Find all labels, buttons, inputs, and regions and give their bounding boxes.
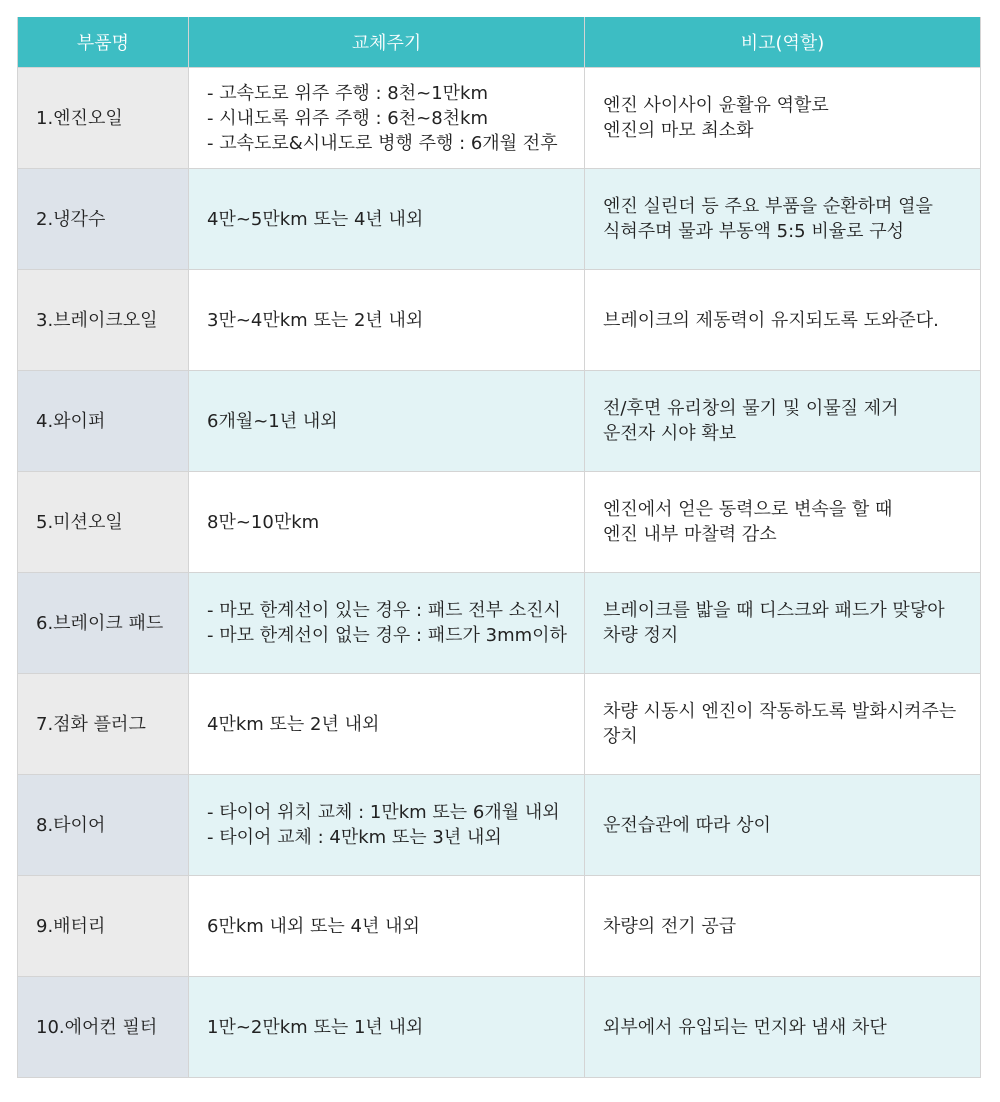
header-part-name: 부품명	[18, 17, 189, 68]
replacement-cycle-cell	[189, 775, 585, 876]
table-row	[18, 270, 981, 371]
note-role-line: 엔진 실린더 등 주요 부품을 순환하며 열을	[603, 196, 933, 217]
note-role-line: 운전자 시야 확보	[603, 423, 737, 444]
replacement-cycle-cell	[189, 977, 585, 1078]
note-role-cell	[585, 674, 981, 775]
note-role-line: 차량 정지	[603, 625, 679, 646]
note-role-line: 브레이크의 제동력이 유지되도록 도와준다.	[603, 309, 939, 331]
replacement-cycle-line: 6만km 내외 또는 4년 내외	[207, 915, 420, 937]
replacement-cycle-line: - 마모 한계선이 있는 경우 : 패드 전부 소진시	[207, 600, 561, 621]
part-name-cell: 4.와이퍼	[18, 371, 189, 472]
replacement-cycle-line: - 고속도로&시내도로 병행 주행 : 6개월 전후	[207, 132, 558, 154]
replacement-cycle-line: - 타이어 위치 교체 : 1만km 또는 6개월 내외	[207, 802, 560, 823]
note-role-line: 운전습관에 따라 상이	[603, 814, 771, 836]
replacement-cycle-cell	[189, 674, 585, 775]
table-row	[18, 472, 981, 573]
note-role-cell	[585, 371, 981, 472]
note-role-line: 전/후면 유리창의 물기 및 이물질 제거	[603, 398, 899, 419]
note-role-line: 외부에서 유입되는 먼지와 냄새 차단	[603, 1016, 887, 1038]
replacement-cycle-cell	[189, 68, 585, 169]
replacement-cycle-cell	[189, 371, 585, 472]
note-role-cell	[585, 775, 981, 876]
note-role-line: 엔진의 마모 최소화	[603, 120, 754, 141]
table-row	[18, 573, 981, 674]
note-role-line: 브레이크를 밟을 때 디스크와 패드가 맞닿아	[603, 600, 945, 621]
replacement-cycle-line: 6개월~1년 내외	[207, 410, 338, 432]
note-role-line: 장치	[603, 726, 638, 747]
table-row	[18, 371, 981, 472]
header-replacement-cycle: 교체주기	[189, 17, 585, 68]
parts-table-container	[17, 17, 980, 1078]
part-name-cell: 8.타이어	[18, 775, 189, 876]
part-name-cell: 5.미션오일	[18, 472, 189, 573]
note-role-cell	[585, 169, 981, 270]
header-note-role: 비고(역할)	[585, 17, 981, 68]
replacement-cycle-line: 1만~2만km 또는 1년 내외	[207, 1016, 424, 1038]
replacement-cycle-cell	[189, 270, 585, 371]
table-row	[18, 68, 981, 169]
table-row	[18, 674, 981, 775]
table-row	[18, 169, 981, 270]
table-body	[18, 68, 981, 1078]
part-name-cell: 2.냉각수	[18, 169, 189, 270]
note-role-line: 차량 시동시 엔진이 작동하도록 발화시켜주는	[603, 701, 957, 722]
part-name-cell: 3.브레이크오일	[18, 270, 189, 371]
note-role-cell	[585, 472, 981, 573]
note-role-line: 식혀주며 물과 부동액 5:5 비율로 구성	[603, 221, 905, 242]
part-name-cell: 10.에어컨 필터	[18, 977, 189, 1078]
replacement-cycle-line: - 고속도로 위주 주행 : 8천~1만km	[207, 82, 488, 104]
note-role-cell	[585, 270, 981, 371]
note-role-cell	[585, 68, 981, 169]
table-header-row	[18, 17, 981, 68]
note-role-line: 엔진 사이사이 윤활유 역할로	[603, 95, 829, 116]
replacement-cycle-cell	[189, 169, 585, 270]
replacement-cycle-line: 3만~4만km 또는 2년 내외	[207, 309, 424, 331]
replacement-cycle-cell	[189, 876, 585, 977]
table-row	[18, 775, 981, 876]
part-name-cell: 1.엔진오일	[18, 68, 189, 169]
note-role-line: 차량의 전기 공급	[603, 915, 737, 937]
replacement-cycle-line: 4만km 또는 2년 내외	[207, 713, 380, 735]
replacement-cycle-line: - 마모 한계선이 없는 경우 : 패드가 3mm이하	[207, 625, 567, 646]
parts-replacement-table	[17, 17, 981, 1078]
replacement-cycle-line: - 시내도록 위주 주행 : 6천~8천km	[207, 107, 488, 129]
note-role-cell	[585, 977, 981, 1078]
replacement-cycle-line: 8만~10만km	[207, 511, 320, 533]
note-role-cell	[585, 876, 981, 977]
replacement-cycle-line: 4만~5만km 또는 4년 내외	[207, 208, 424, 230]
part-name-cell: 7.점화 플러그	[18, 674, 189, 775]
replacement-cycle-cell	[189, 573, 585, 674]
part-name-cell: 9.배터리	[18, 876, 189, 977]
note-role-cell	[585, 573, 981, 674]
table-row	[18, 977, 981, 1078]
replacement-cycle-cell	[189, 472, 585, 573]
note-role-line: 엔진에서 얻은 동력으로 변속을 할 때	[603, 499, 893, 520]
note-role-line: 엔진 내부 마찰력 감소	[603, 524, 777, 545]
table-row	[18, 876, 981, 977]
replacement-cycle-line: - 타이어 교체 : 4만km 또는 3년 내외	[207, 827, 502, 848]
part-name-cell: 6.브레이크 패드	[18, 573, 189, 674]
